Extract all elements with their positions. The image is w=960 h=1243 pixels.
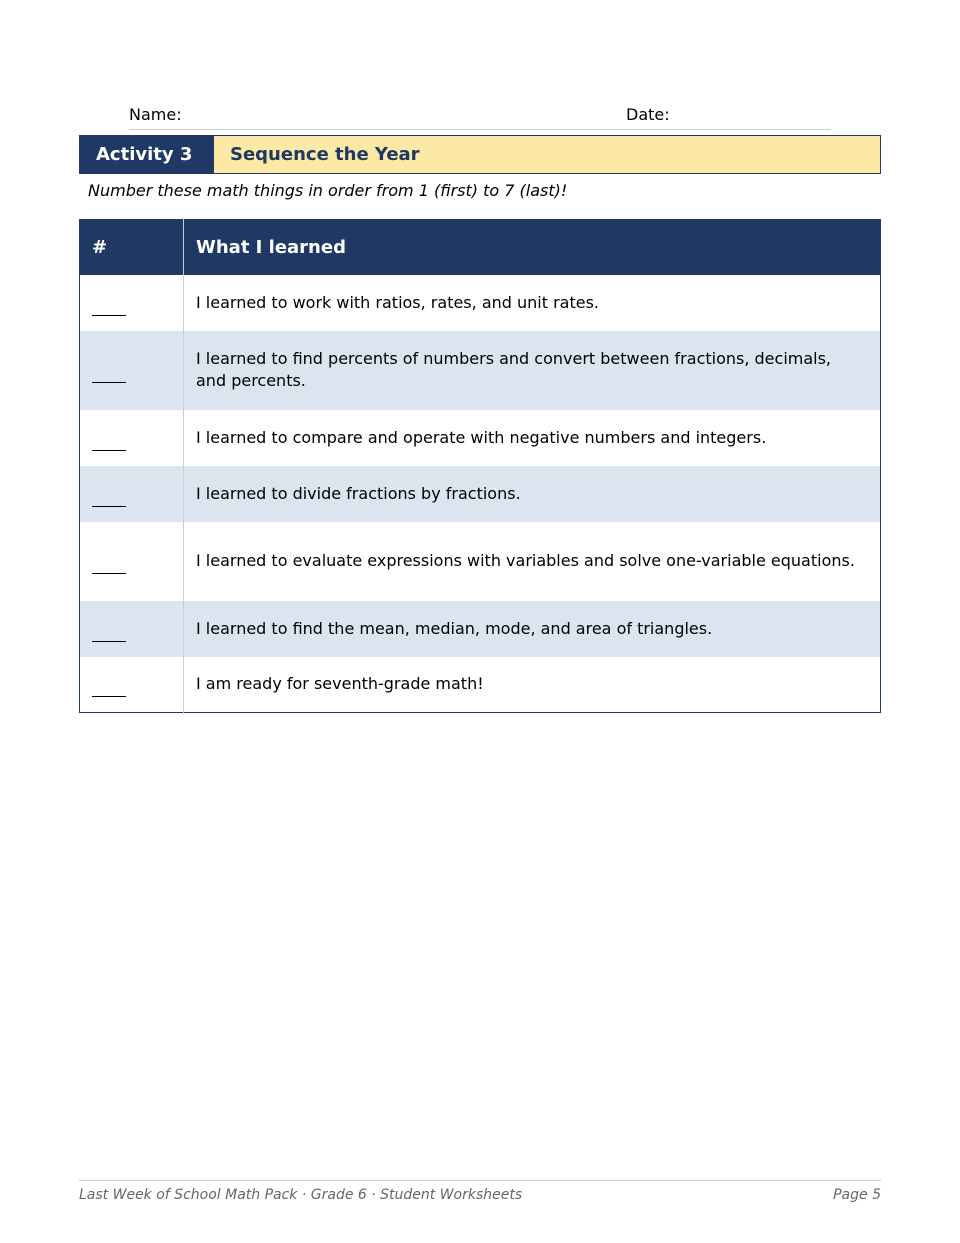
sequence-table [79,219,881,713]
row-text: I learned to find percents of numbers and convert between fractions, decimals, and percents. [184,331,881,410]
table-row [80,466,881,522]
name-date-row [129,105,831,129]
number-blank-cell[interactable] [80,657,184,713]
number-blank-cell[interactable] [80,275,184,331]
activity-number: Activity 3 [80,136,214,173]
footer-rule [79,1180,881,1181]
table-row [80,657,881,713]
table-row [80,601,881,657]
answer-blank[interactable] [92,382,126,383]
answer-blank[interactable] [92,573,126,574]
row-text: I am ready for seventh-grade math! [196,674,484,694]
footer-title: Last Week of School Math Pack · Grade 6 · Student Worksheets [79,1187,523,1203]
number-blank-cell[interactable] [80,601,184,657]
answer-blank[interactable] [92,506,126,507]
number-blank-cell[interactable] [80,331,184,410]
activity-title: Sequence the Year [214,136,880,173]
header-what-i-learned: What I learned [184,220,881,275]
header-number: # [80,220,184,275]
table-header-row [80,220,881,275]
row-text: I learned to find the mean, median, mode, and area of triangles. [184,601,881,657]
date-label: Date: [626,105,670,124]
row-text: I learned to divide fractions by fractions. [184,466,881,522]
table-row [80,410,881,466]
answer-blank[interactable] [92,315,126,316]
row-text: I learned to compare and operate with negative numbers and integers. [196,427,767,447]
table-row [80,522,881,601]
activity-header [79,135,881,174]
row-text: I learned to work with ratios, rates, and unit rates. [196,292,600,312]
row-text: I learned to evaluate expressions with variables and solve one-variable equations. [196,551,855,570]
answer-blank[interactable] [92,641,126,642]
table-row [80,275,881,331]
answer-blank[interactable] [92,696,126,697]
page-number: Page 5 [833,1187,881,1203]
name-date-rule [129,129,831,130]
name-label: Name: [129,105,182,124]
instructions: Number these math things in order from 1 (first) to 7 (last)! [88,181,568,200]
number-blank-cell[interactable] [80,466,184,522]
number-blank-cell[interactable] [80,522,184,601]
table-row [80,331,881,410]
number-blank-cell[interactable] [80,410,184,466]
answer-blank[interactable] [92,450,126,451]
